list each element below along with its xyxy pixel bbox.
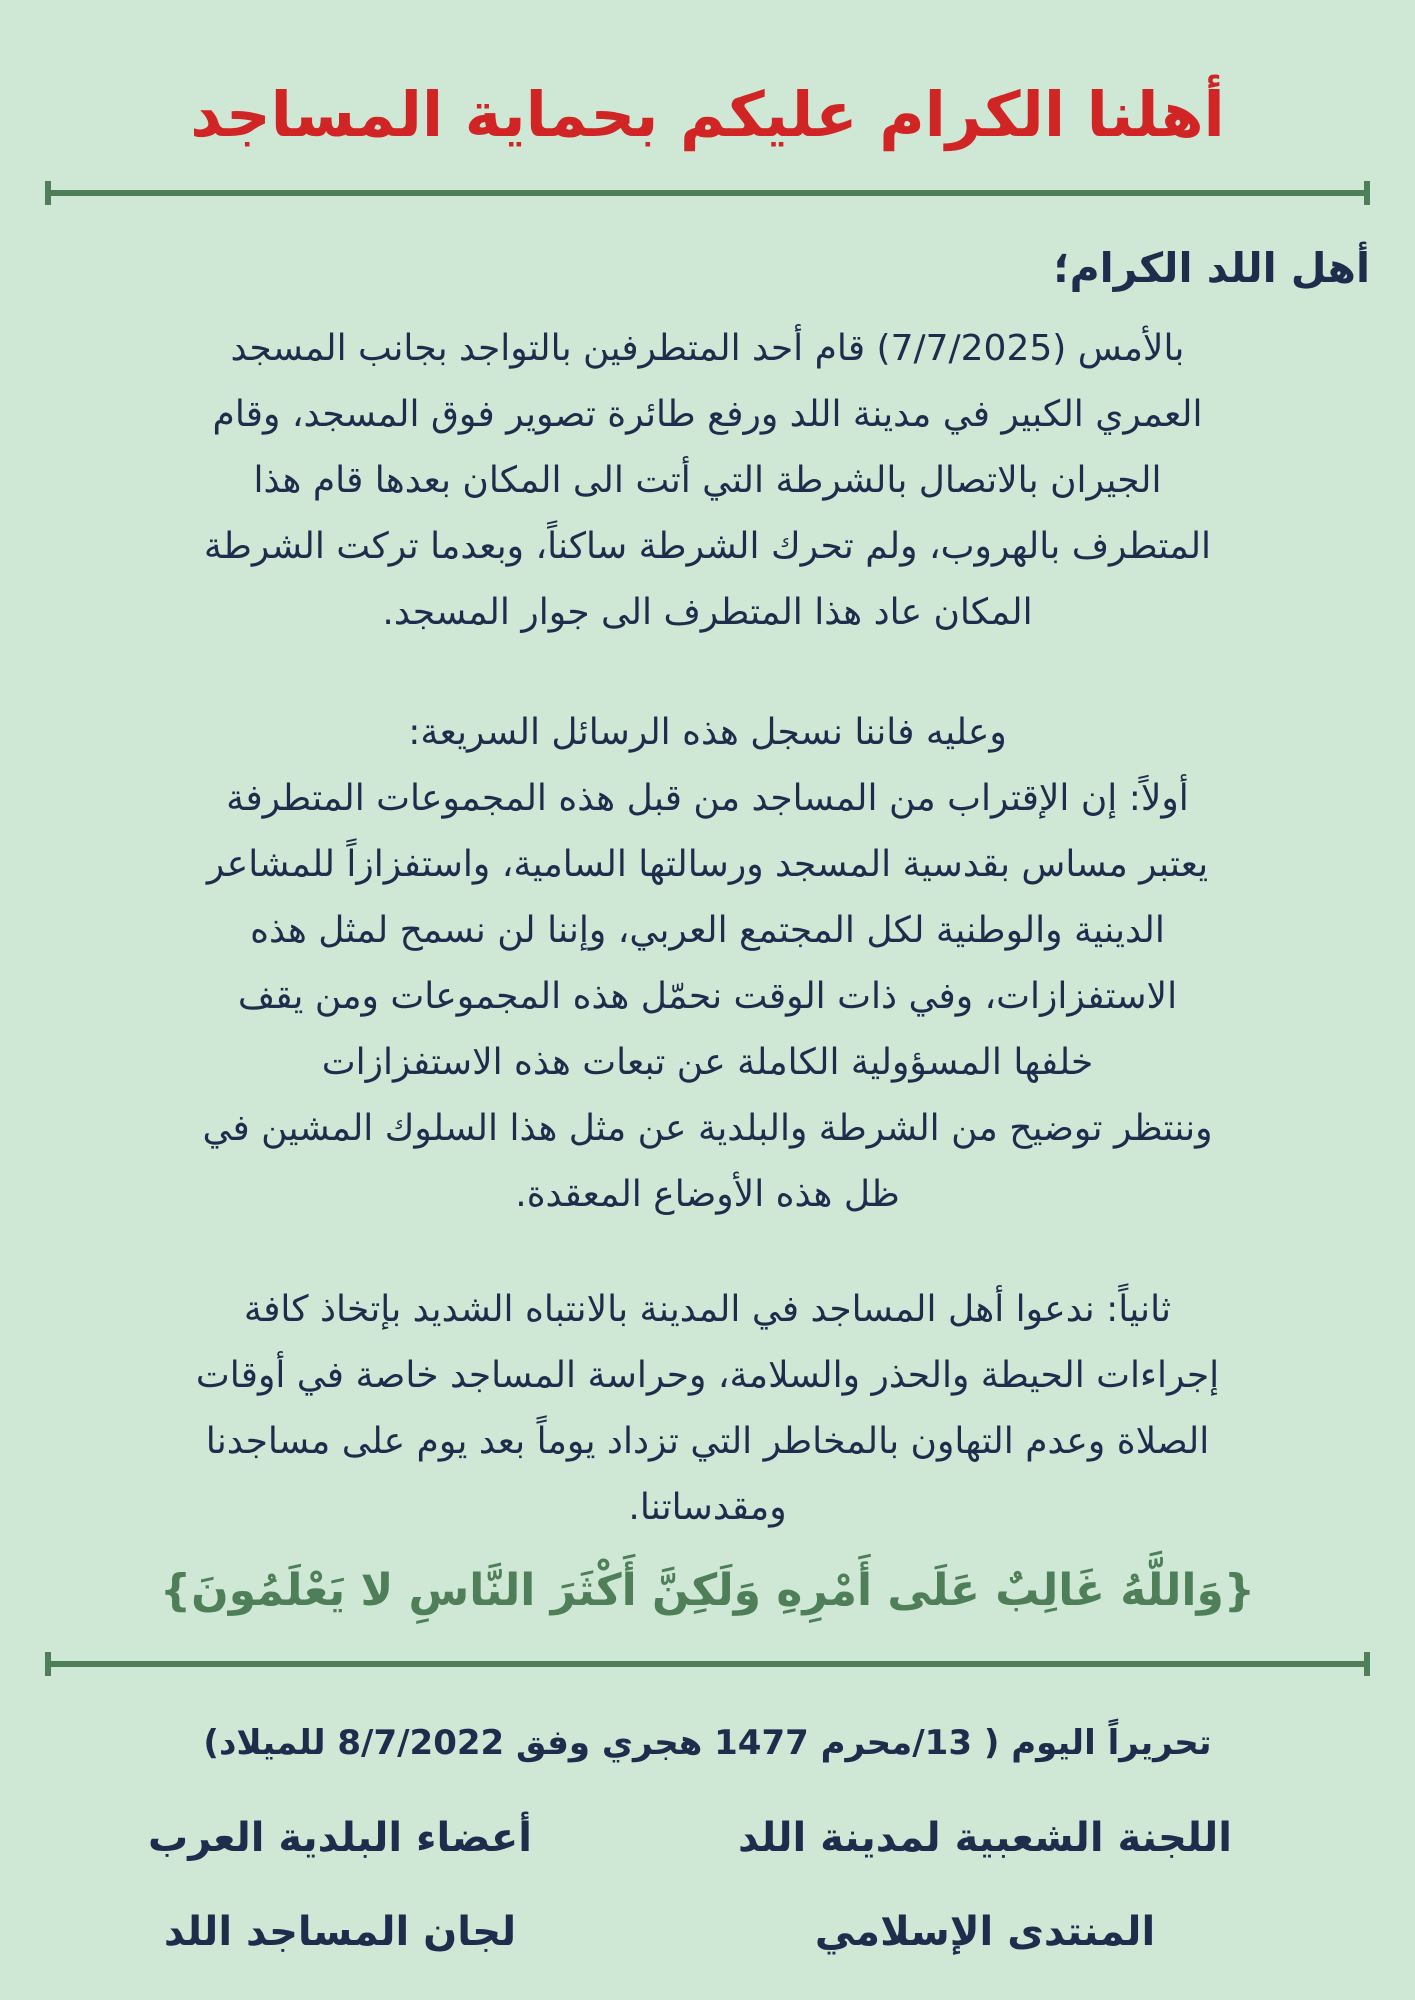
paragraph-second-message	[50, 1277, 1365, 1541]
text-line: العمري الكبير في مدينة اللد ورفع طائرة تصوير فوق المسجد، وقام	[212, 394, 1203, 435]
top-divider	[45, 190, 1370, 196]
dateline: تحريراً اليوم ( 13/محرم 1477 هجري وفق 8/7/2022 للميلاد)	[203, 1723, 1212, 1763]
text-line: خلفها المسؤولية الكاملة عن تبعات هذه الاستفزازات	[321, 1042, 1094, 1083]
text-line: المتطرف بالهروب، ولم تحرك الشرطة ساكناً، وبعدما تركت الشرطة	[203, 526, 1212, 567]
text-line: الجيران بالاتصال بالشرطة التي أتت الى المكان بعدها قام هذا	[253, 460, 1162, 501]
text-line: يعتبر مساس بقدسية المسجد ورسالتها السامية، واستفزازاً للمشاعر	[206, 844, 1209, 885]
text-line: الصلاة وعدم التهاون بالمخاطر التي تزداد يوماً بعد يوم على مساجدنا	[205, 1421, 1210, 1462]
signatory-arab-council-members: أعضاء البلدية العرب	[148, 1815, 532, 1861]
text-line: الاستفزازات، وفي ذات الوقت نحمّل هذه المجموعات ومن يقف	[237, 976, 1178, 1017]
text-line: وعليه فاننا نسجل هذه الرسائل السريعة:	[408, 712, 1007, 753]
page-title: أهلنا الكرام عليكم بحماية المساجد	[190, 78, 1225, 151]
signatory-mosque-committees: لجان المساجد اللد	[163, 1909, 517, 1955]
text-line: الدينية والوطنية لكل المجتمع العربي، وإننا لن نسمح لمثل هذه	[250, 910, 1165, 951]
text-line: بالأمس (7/7/2025) قام أحد المتطرفين بالتواجد بجانب المسجد	[230, 328, 1185, 369]
signatory-islamic-forum: المنتدى الإسلامي	[814, 1909, 1156, 1955]
text-line: ومقدساتنا.	[628, 1487, 787, 1528]
text-line: المكان عاد هذا المتطرف الى جوار المسجد.	[382, 592, 1033, 633]
signatory-popular-committee: اللجنة الشعبية لمدينة اللد	[738, 1815, 1232, 1861]
text-line: ظل هذه الأوضاع المعقدة.	[515, 1174, 900, 1215]
text-line: وننتظر توضيح من الشرطة والبلدية عن مثل هذا السلوك المشين في	[202, 1108, 1213, 1149]
text-line: أولاً: إن الإقتراب من المساجد من قبل هذه المجموعات المتطرفة	[226, 778, 1189, 819]
text-line: ثانياً: ندعوا أهل المساجد في المدينة بالانتباه الشديد بإتخاذ كافة	[243, 1289, 1172, 1330]
greeting: أهل اللد الكرام؛	[1053, 244, 1370, 292]
paragraph-incident	[50, 316, 1365, 646]
bottom-divider	[45, 1661, 1370, 1667]
paragraph-first-message	[50, 700, 1365, 1228]
text-line: إجراءات الحيطة والحذر والسلامة، وحراسة المساجد خاصة في أوقات	[195, 1355, 1220, 1396]
quran-verse: {وَاللَّهُ غَالِبٌ عَلَى أَمْرِهِ وَلَكِنَّ أَكْثَرَ النَّاسِ لا يَعْلَمُونَ}	[159, 1565, 1256, 1616]
